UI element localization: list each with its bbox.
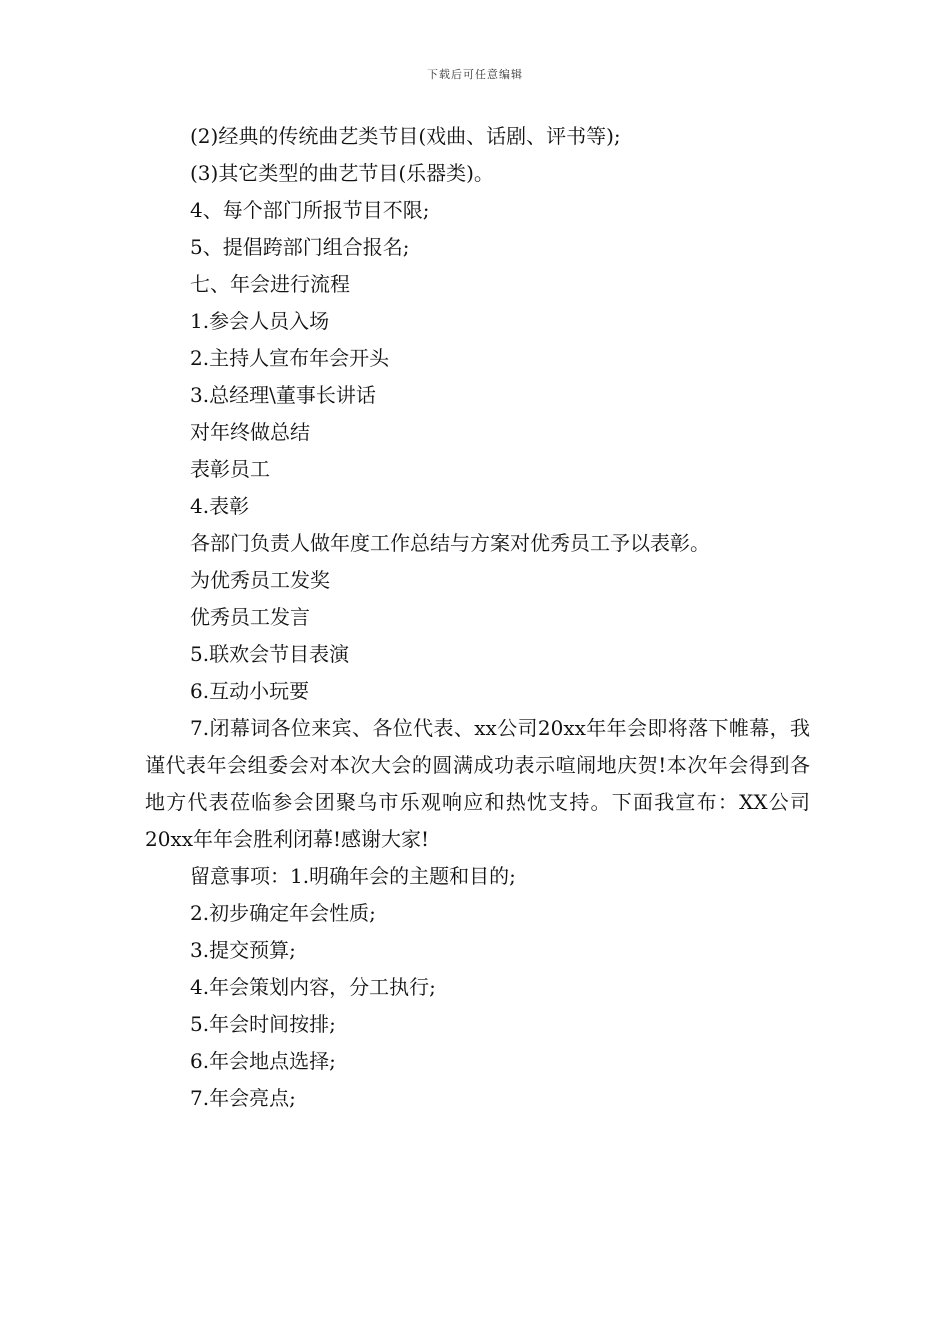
text-line: 表彰员工	[190, 457, 270, 481]
text-line: 5.年会时间按排;	[190, 1012, 336, 1036]
text-line: 优秀员工发言	[190, 605, 310, 629]
text-line: 3.提交预算;	[190, 938, 296, 962]
text-line: 7.年会亮点;	[190, 1086, 296, 1110]
text-line: 各部门负责人做年度工作总结与方案对优秀员工予以表彰。	[190, 531, 710, 555]
closing-speech-paragraph: 7.闭幕词各位来宾、各位代表、xx公司20xx年年会即将落下帷幕，我谨代表年会组委会对本次大会的圆满成功表示喧闹地庆贺!本次年会得到各地方代表莅临参会团聚乌市乐观响应和热忱支持。下面我宣布：XX公司20xx年年会胜利闭幕!感谢大家!	[145, 716, 810, 851]
text-line: 对年终做总结	[190, 420, 310, 444]
text-line: 2.主持人宣布年会开头	[190, 346, 390, 370]
text-line: 5、提倡跨部门组合报名;	[190, 235, 410, 259]
text-line: 4.年会策划内容，分工执行;	[190, 975, 436, 999]
text-line: 4.表彰	[190, 494, 250, 518]
text-line: 6.年会地点选择;	[190, 1049, 336, 1073]
section-heading: 七、年会进行流程	[190, 272, 350, 296]
text-line: 6.互动小玩要	[190, 679, 310, 703]
page-header: 下载后可任意编辑	[427, 68, 523, 81]
text-line: 1.参会人员入场	[190, 309, 330, 333]
text-line: 4、每个部门所报节目不限;	[190, 198, 430, 222]
text-line: 5.联欢会节目表演	[190, 642, 350, 666]
text-line: 留意事项：1.明确年会的主题和目的;	[190, 864, 516, 888]
document-body	[145, 118, 810, 1117]
text-line: 为优秀员工发奖	[190, 568, 330, 592]
text-line: 2.初步确定年会性质;	[190, 901, 376, 925]
text-line: 3.总经理\董事长讲话	[190, 383, 376, 407]
text-line: (2)经典的传统曲艺类节目(戏曲、话剧、评书等);	[190, 124, 621, 148]
text-line: (3)其它类型的曲艺节目(乐器类)。	[190, 161, 494, 185]
